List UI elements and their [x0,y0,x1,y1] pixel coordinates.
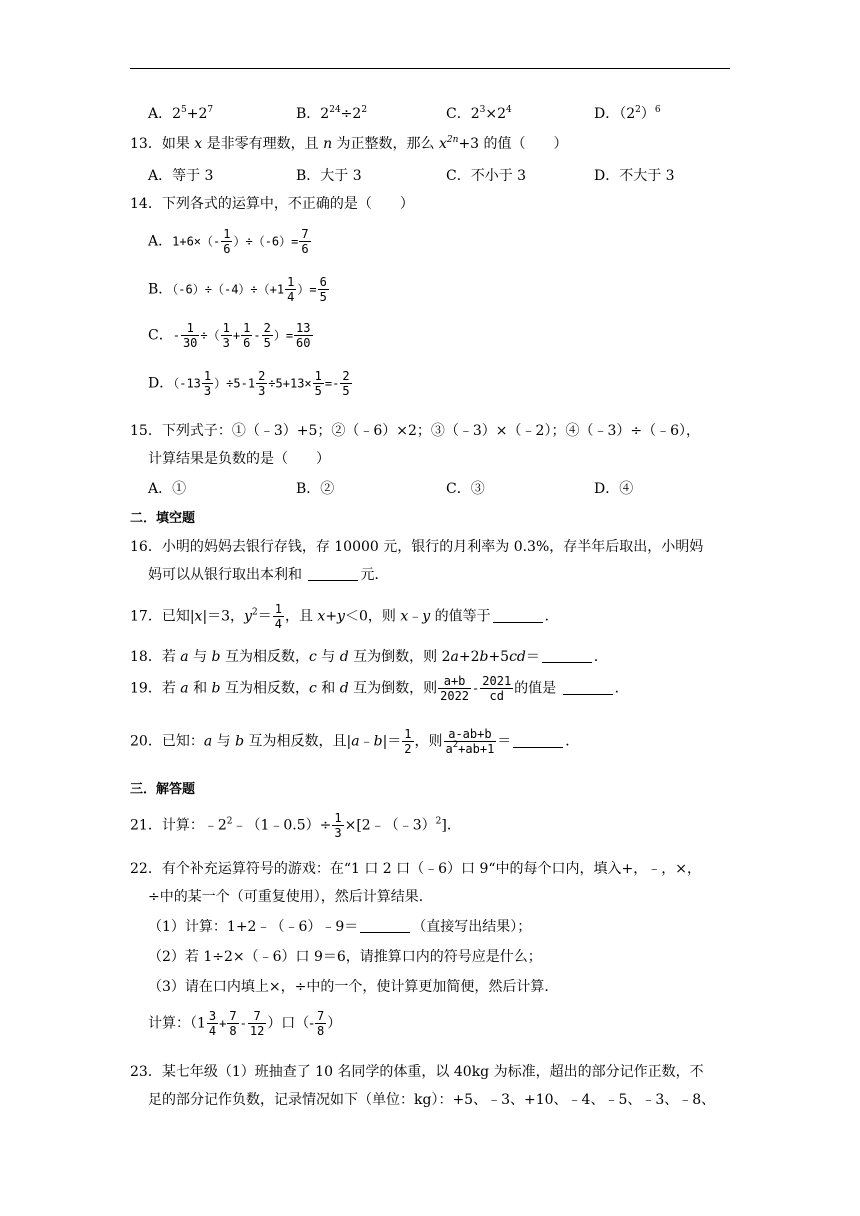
text: 21．计算：﹣2 [130,817,227,834]
variable: y [244,608,252,625]
expr-text: =- [324,376,340,391]
text: 为正整数，那么 [332,136,440,152]
variable: a [203,733,213,750]
text: 与 [188,649,212,665]
denominator: 2 [404,742,412,756]
fraction [248,1010,266,1037]
fraction [202,370,213,397]
numerator: a+b [438,675,471,689]
variable: a [180,680,189,697]
fraction [480,675,513,702]
denominator: 4 [208,1024,217,1038]
text: ﹣ [408,608,423,625]
fraction [315,1010,326,1037]
q15-option-b[interactable]: B．② [296,481,335,497]
variable: cd [509,649,526,665]
header-rule [130,68,730,69]
q15-stem-line1: 15．下列式子：①（﹣3）+5；②（﹣6）×2；③（﹣3）×（﹣2）；④（﹣3）÷（﹣6）， [130,423,700,439]
denominator: 30 [182,336,198,350]
denominator: 4 [287,290,295,304]
text: 20．已知： [130,733,204,750]
variable: a [351,733,360,750]
fraction [332,812,343,839]
q14-option-b[interactable] [148,276,330,303]
q22-stem-line2: ÷中的某一个（可重复使用），然后计算结果． [148,889,433,905]
text: ×[2﹣（﹣3） [344,817,436,834]
expr-text: 1+6×（- [172,234,221,249]
fraction [402,728,413,755]
variable: x [194,136,203,152]
q22-subquestion-3: （3）请在口内填上×，÷中的一个，使计算更加简便，然后计算． [148,979,559,995]
text: ﹣ [359,733,374,750]
denominator: 6 [223,242,231,256]
text: ，则 [414,733,443,750]
variable: d [339,649,349,665]
numerator: 2 [342,369,350,383]
fraction [318,276,329,303]
q15-option-c[interactable]: C．③ [446,481,485,497]
fraction [207,1010,218,1037]
fraction [256,370,267,397]
numerator: 6 [319,275,327,289]
expr-text: ）= [297,282,317,297]
q15-option-d[interactable]: D．④ [594,481,634,497]
denominator: 5 [342,384,350,398]
option-label: B． [148,281,173,298]
option-label: D． [148,375,174,392]
text: + [325,608,338,625]
q16-stem-line1: 16．小明的妈妈去银行存钱，存 10000 元，银行的月利率为 0.3%，存半年后取出，小明妈 [130,539,704,555]
text: 互为相反数， [220,649,309,665]
numerator: 1 [287,275,295,289]
denominator: 5 [319,290,327,304]
numerator: 1 [314,369,322,383]
q17-stem [130,603,559,630]
expr-text: ÷（ [200,328,220,343]
fraction [340,370,351,397]
denominator [444,742,497,755]
text: a [445,742,453,756]
fraction [273,603,284,630]
fraction [294,322,312,349]
q22-subquestion-2: （2）若 1÷2×（﹣6）口 9＝6，请推算口内的符号应是什么； [148,949,542,965]
exponent: 2 [361,105,368,115]
denominator: 4 [274,617,282,631]
numerator: 7 [248,1010,266,1024]
q14-option-c[interactable] [148,322,314,349]
text: ）口（- [267,1015,315,1032]
denominator: 3 [203,384,212,398]
exponent: 5 [181,105,187,115]
numerator: 1 [223,227,231,241]
expr-text: （2 [619,106,636,122]
base: 2 [172,106,182,122]
denominator: 12 [249,1024,265,1038]
q13-stem [130,137,568,151]
text: ． [593,649,608,665]
text: 计算：（1 [148,1015,206,1032]
numerator: 2021 [482,674,512,688]
denominator: 5 [314,384,322,398]
q22-calculation [148,1010,341,1037]
numerator: 1 [203,369,212,383]
option-label: A． [148,233,173,250]
numerator: 7 [317,1009,325,1023]
expr-text: ）÷5-1 [214,376,256,391]
q14-option-a[interactable] [148,228,312,255]
text: |＝ [382,733,402,750]
section-heading-fill-in: 二．填空题 [130,511,196,526]
variable: b [479,649,489,665]
exponent: 2n [446,135,459,145]
numerator: 13 [296,321,311,335]
text: +2 [458,649,480,665]
denominator: 6 [243,336,251,350]
variable: x [439,136,447,152]
numerator: 7 [301,227,309,241]
variable: d [339,680,349,697]
q12-option-c[interactable] [446,107,512,121]
variable: a [450,649,459,665]
numerator: 1 [181,322,199,336]
text: ． [544,608,559,625]
operator-text: +2 [186,106,208,122]
fraction [227,1010,238,1037]
denominator: 60 [296,336,311,350]
text: +5 [488,649,510,665]
exponent: 3 [479,105,486,115]
fraction [221,322,232,349]
q14-stem: 14．下列各式的运算中，不正确的是（ ） [130,196,414,212]
exponent: 2 [251,607,258,618]
denominator: cd [489,689,504,703]
text: 的值是 [514,680,561,697]
numerator: 3 [208,1009,217,1023]
q16-stem-line2 [148,568,388,582]
fraction [241,322,252,349]
q21-stem [130,812,461,839]
operator-text: ×2 [485,106,507,122]
option-label: C． [148,327,173,344]
text: 元． [360,567,389,583]
q18-stem [130,650,608,664]
fraction [313,370,324,397]
variable: x [400,608,409,625]
numerator: 1 [222,321,230,335]
expr-text: ）= [273,328,294,343]
text: 13．如果 [130,136,195,152]
q13-option-a[interactable]: A．等于 3 [148,168,214,184]
text: +3 的值（ ） [458,136,568,152]
fraction [444,728,497,755]
fraction [299,228,310,255]
operator-text: ÷2 [340,106,362,122]
expr-text: ） [640,106,655,122]
expr-text: ）÷（-6）= [233,234,299,249]
q13-option-d[interactable]: D．不大于 3 [594,168,675,184]
denominator: 8 [317,1024,325,1038]
text: ＝ [525,649,540,665]
answer-blank[interactable] [563,682,613,695]
text: （直接写出结果）； [412,919,532,935]
numerator: 1 [334,811,342,825]
text: ＝ [257,608,272,625]
numerator: 1 [274,602,282,616]
option-label: A． [148,106,173,122]
text: +ab+1 [458,742,495,756]
exponent: 2 [635,105,641,115]
denominator: 8 [229,1024,237,1038]
text: 互为相反数，且| [244,733,352,750]
variable: c [308,680,317,697]
text: 和 [316,680,340,697]
numerator: 1 [404,727,412,741]
base: 2 [320,106,330,122]
q13-option-b[interactable]: B．大于 3 [296,168,362,184]
numerator: a-ab+b [444,728,497,742]
variable: c [308,649,317,665]
q12-option-b[interactable] [296,107,367,121]
numerator: 2 [263,321,271,335]
variable: x [194,608,203,625]
answer-blank[interactable] [493,610,543,623]
text: |＝3， [202,608,245,625]
variable: b [211,680,221,697]
text: 17．已知| [130,608,195,625]
q23-stem-line1: 23．某七年级（1）班抽查了 10 名同学的体重，以 40kg 为标准，超出的部分记作正数，不 [130,1064,704,1080]
text: 19．若 [130,680,181,697]
answer-blank[interactable] [513,735,563,748]
variable: b [235,733,245,750]
answer-blank[interactable] [308,568,358,581]
q23-stem-line2: 足的部分记作负数，记录情况如下（单位：kg）：+5、﹣3、+10、﹣4、﹣5、﹣3、﹣8、 [148,1092,716,1108]
q19-stem [130,675,629,702]
text: 妈可以从银行取出本利和 [148,567,307,583]
expr-text: - [253,328,261,343]
exponent: 7 [207,105,214,115]
text: ＜0，则 [344,608,401,625]
q15-option-a[interactable]: A．① [148,481,187,497]
option-label: C． [446,106,471,122]
exponent: 6 [654,105,661,115]
fraction [262,322,273,349]
exponent: 24 [329,105,341,115]
text: ＝ [497,733,512,750]
q12-option-a[interactable] [148,107,213,121]
exponent: 2 [435,816,442,827]
variable: x [317,608,326,625]
fraction [285,276,296,303]
text: 是非零有理数，且 [202,136,324,152]
text: 的值等于 [430,608,491,625]
variable: a [180,649,189,665]
expr-text: （-13 [173,376,201,391]
variable: y [422,608,431,625]
text: ]． [441,817,461,834]
expr-text: + [232,328,241,343]
denominator: 2022 [440,689,470,703]
text: 互为相反数， [220,680,309,697]
text: - [239,1016,247,1031]
option-label: D． [594,106,620,122]
text: ） [327,1015,342,1032]
variable: y [337,608,345,625]
denominator: 3 [222,336,230,350]
q13-option-c[interactable]: C．不小于 3 [446,168,527,184]
text: （1）计算：1+2﹣（﹣6）﹣9＝ [148,919,359,935]
text: ． [565,733,580,750]
text: + [219,1016,227,1031]
section-heading-solutions: 三．解答题 [130,782,196,797]
text: 和 [188,680,212,697]
numerator: 1 [243,321,251,335]
denominator: 5 [263,336,271,350]
q22-subquestion-1 [148,920,531,934]
text: 互为倒数，则 [348,680,438,697]
q12-option-d[interactable] [594,107,661,121]
text: ，且 [284,608,318,625]
exponent: 2 [452,740,459,750]
q14-option-d[interactable] [148,370,353,397]
expr-text: - [172,328,180,343]
numerator: 2 [258,369,266,383]
text: 互为倒数，则 2 [348,649,451,665]
text: - [472,681,480,696]
exponent: 2 [226,816,233,827]
variable: b [373,733,383,750]
expr-text: （-6）÷（-4）÷（+1 [172,282,285,297]
variable: n [323,136,333,152]
text: 与 [316,649,340,665]
fraction [181,322,199,349]
text: 与 [212,733,236,750]
q15-stem-line2: 计算结果是负数的是（ ） [148,451,330,467]
q22-stem-line1: 22．有个补充运算符号的游戏：在“1 口 2 口（﹣6）口 9“中的每个口内，填入+，﹣，×， [130,861,702,877]
answer-blank[interactable] [360,920,410,933]
variable: b [211,649,221,665]
text: ． [614,680,629,697]
q20-stem [130,728,579,755]
text: ﹣（1﹣0.5）÷ [232,817,332,834]
numerator: 7 [229,1009,237,1023]
denominator: 6 [301,242,309,256]
text: 18．若 [130,649,181,665]
denominator: 3 [258,384,266,398]
option-label: B． [296,106,321,122]
fraction [221,228,232,255]
exponent: 4 [506,105,512,115]
expr-text: ÷5+13× [268,376,312,391]
base: 2 [470,106,480,122]
denominator: 3 [334,826,342,840]
answer-blank[interactable] [542,650,592,663]
fraction [438,675,471,702]
